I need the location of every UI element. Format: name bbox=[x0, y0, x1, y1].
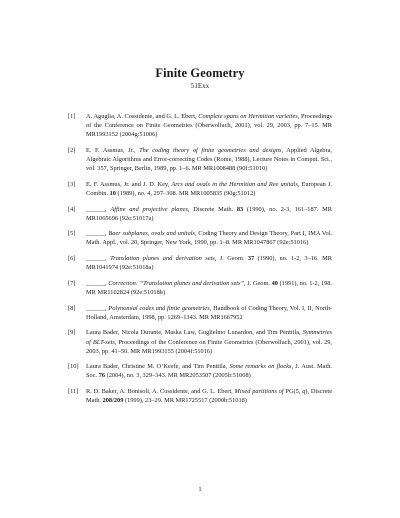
reference-volume-text: 37 bbox=[247, 255, 255, 263]
reference-item bbox=[68, 279, 332, 297]
reference-number: [1] bbox=[68, 113, 76, 120]
reference-title-text: Affine and projective planes bbox=[110, 205, 188, 213]
document-subtitle: 51Exx bbox=[190, 82, 210, 90]
reference-title-text: Some remarks on flocks bbox=[229, 363, 292, 371]
reference-text: Laura Bader, Christine M. O’Keefe, and Tim Penttila, bbox=[86, 363, 230, 371]
reference-text: , Discrete Math. bbox=[187, 205, 237, 213]
reference-text: , Applied Algebra, Algebraic Algorithms and Error-correcting Codes (Rome, 1988), Lecture Notes in Comput. Sci., vol. 357, Springer, Berlin, 1989, pp. 1–6. MR MR1008488 (90f:51010) bbox=[86, 146, 332, 173]
reference-text: ______, bbox=[86, 205, 111, 213]
reference-title-text: q bbox=[302, 388, 306, 396]
page-number: 1 bbox=[198, 486, 202, 493]
reference-text: E. F. Assmus, Jr. and J. D. Key, bbox=[86, 180, 172, 188]
reference-volume-text: 10 bbox=[109, 189, 116, 197]
reference-volume-text: 83 bbox=[236, 205, 244, 213]
reference-text: (1989), no. 4, 297–308. MR MR1005835 (90g:51012) bbox=[115, 189, 256, 197]
reference-number: [5] bbox=[68, 230, 76, 238]
reference-title-text: Complete spans on Hermitian varieties bbox=[198, 113, 298, 120]
reference-text: ______, bbox=[86, 230, 109, 238]
reference-text: , J. Geom. bbox=[214, 255, 248, 263]
reference-title-text: Polynomial codes and finite geometries bbox=[108, 304, 210, 312]
reference-text: , European J. Combin. bbox=[86, 180, 333, 197]
reference-text: , J. Geom. bbox=[244, 279, 272, 287]
reference-title-text: Correction: “Translation planes and derivation sets” bbox=[108, 279, 245, 287]
reference-text: A. Aguglia, A. Cossidente, and G. L. Ebert, bbox=[86, 113, 199, 120]
reference-title-text: Mixed partitions of bbox=[234, 388, 284, 396]
reference-number: [6] bbox=[68, 255, 76, 263]
reference-text: (2004), no. 3, 329–343. MR MR2053507 (2005b:51008) bbox=[105, 372, 251, 380]
reference-number: [3] bbox=[68, 180, 76, 188]
reference-text: , Coding Theory and Design Theory, Part I, IMA Vol. Math. Appl., vol. 20, Springer, New York, 1990, pp. 1–8. MR MR1047867 (92e:51016) bbox=[86, 230, 333, 247]
reference-text: ______, bbox=[86, 255, 111, 263]
reference-item bbox=[68, 387, 332, 405]
reference-text: (1990), no. 1-2, 3–16. MR MR1041974 (92e:51018a) bbox=[86, 255, 332, 272]
reference-text: ______, bbox=[86, 304, 109, 312]
reference-number: [8] bbox=[68, 304, 76, 312]
reference-text: ______, bbox=[86, 279, 109, 287]
reference-number: [9] bbox=[68, 329, 76, 337]
reference-title-text: Arcs and ovals in the Hermitian and Ree unitals bbox=[171, 180, 298, 188]
reference-title-text: Translation planes and derivation sets bbox=[110, 255, 215, 263]
reference-volume-text: 40 bbox=[271, 279, 278, 287]
reference-item bbox=[68, 229, 332, 247]
reference-text: , Handbook of Coding Theory, Vol. I, II, North-Holland, Amsterdam, 1998, pp. 1269–1343. MR MR1667952 bbox=[86, 304, 332, 321]
reference-item bbox=[68, 304, 332, 322]
reference-number: [4] bbox=[68, 205, 76, 213]
reference-text: , J. Aust. Math. Soc. bbox=[86, 363, 332, 380]
reference-text: , Proceedings of the Conference on Finite Geometries (Oberwolfach, 2001), vol. 29, 2003, pp. 41–50. MR MR1993155 (2004f:51016) bbox=[86, 338, 333, 355]
reference-item bbox=[68, 362, 332, 380]
reference-text: (1999), 23–29. MR MR1725517 (2000h:51018) bbox=[123, 397, 247, 405]
reference-text: (1991), no. 1-2, 198. MR MR1102824 (92e:51018b) bbox=[86, 279, 332, 296]
reference-title-text: Baer subplanes, ovals and unitals bbox=[108, 230, 195, 238]
reference-text: E. F. Assmus, Jr., bbox=[86, 146, 140, 154]
reference-title-text: Symmetries of BLT-sets bbox=[86, 329, 332, 346]
reference-list bbox=[68, 112, 332, 412]
reference-item bbox=[68, 328, 332, 355]
reference-text: (1990), no. 2-3, 161–187. MR MR1065696 (92e:51017a) bbox=[86, 205, 332, 222]
reference-number: [11] bbox=[68, 388, 79, 396]
reference-volume-text: 76 bbox=[98, 372, 106, 380]
reference-volume-text: 208/209 bbox=[102, 397, 124, 405]
reference-number: [10] bbox=[68, 363, 79, 371]
reference-title-text: The coding theory of finite geometries and designs bbox=[139, 146, 282, 154]
reference-number: [2] bbox=[68, 146, 76, 154]
reference-text: Laura Bader, Nicola Durante, Maska Law, Guglielmo Lunardon, and Tim Penttila, bbox=[86, 329, 303, 337]
reference-number: [7] bbox=[68, 279, 76, 287]
reference-item bbox=[68, 180, 332, 198]
reference-item bbox=[68, 146, 332, 173]
reference-item bbox=[68, 112, 332, 139]
reference-text: R. D. Baker, A. Bonisoli, A. Cossidente, and G. L. Ebert, bbox=[86, 388, 235, 396]
reference-text: , Proceedings of the Conference on Finite Geometries (Oberwolfach, 2001), vol. 29, 2003, pp. 7–15. MR MR1993152 (2004g:51006) bbox=[86, 113, 332, 139]
document-title: Finite Geometry bbox=[155, 66, 245, 80]
reference-item bbox=[68, 205, 332, 223]
reference-text: PG(5, bbox=[283, 388, 303, 396]
reference-item bbox=[68, 254, 332, 272]
reference-text: ), Discrete Math. bbox=[86, 388, 333, 405]
